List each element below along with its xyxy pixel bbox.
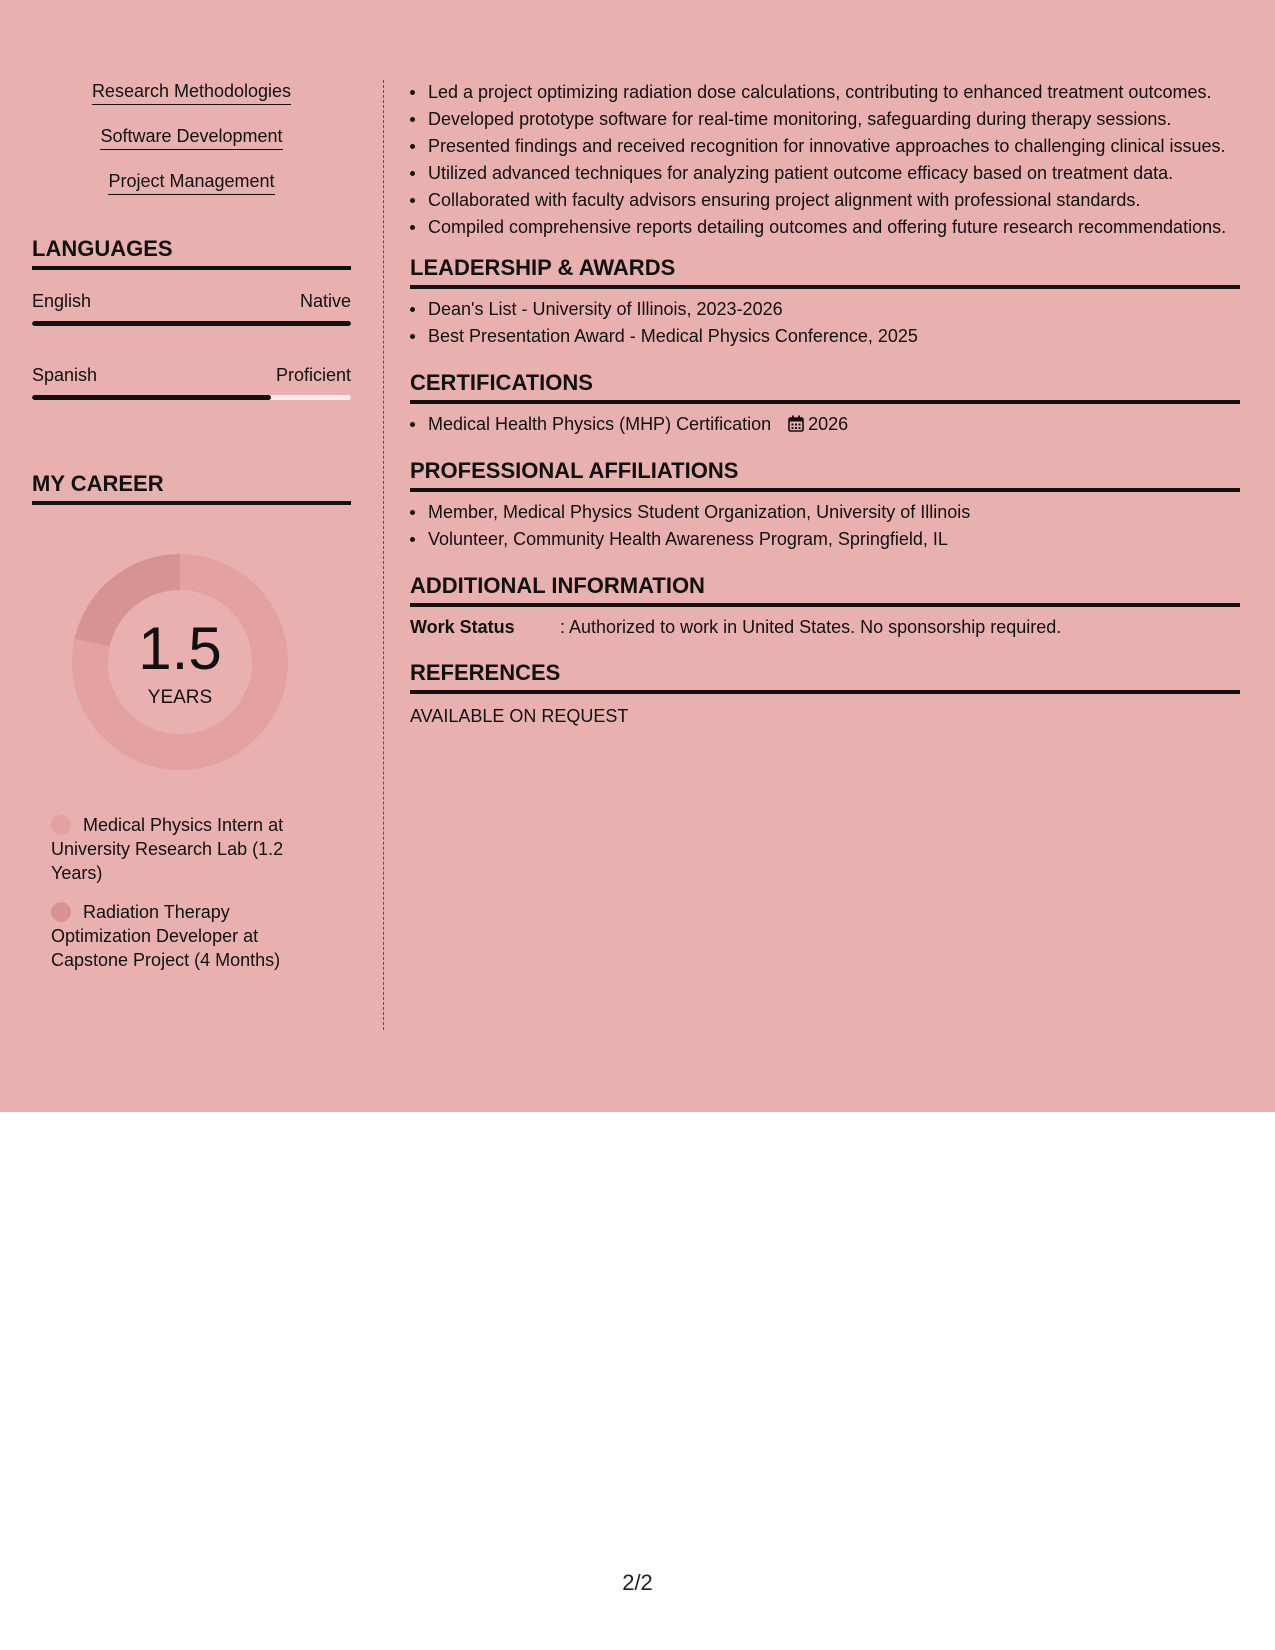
bullet-item: Developed prototype software for real-time monitoring, safeguarding during therapy sessions. xyxy=(410,107,1240,132)
skill-item: Research Methodologies xyxy=(92,80,291,105)
career-legend xyxy=(51,813,311,972)
affiliations-heading: PROFESSIONAL AFFILIATIONS xyxy=(410,457,1240,492)
right-column xyxy=(410,80,1240,728)
affiliations-list xyxy=(410,500,1240,552)
bullet-item: Dean's List - University of Illinois, 2023-2026 xyxy=(410,297,1240,322)
page-number: 2/2 xyxy=(622,1570,653,1595)
work-status-label: Work Status xyxy=(410,617,515,637)
work-status-value: : Authorized to work in United States. No sponsorship required. xyxy=(560,617,1062,637)
bullet-item: Compiled comprehensive reports detailing outcomes and offering future research recommendations. xyxy=(410,215,1240,240)
language-bar xyxy=(32,321,351,326)
language-spanish xyxy=(32,364,351,400)
skills-list xyxy=(32,80,351,195)
language-bar-fill xyxy=(32,321,351,326)
left-column xyxy=(32,80,351,987)
legend-label: Medical Physics Intern at University Research Lab (1.2 Years) xyxy=(51,815,284,883)
language-english xyxy=(32,290,351,326)
leadership-heading: LEADERSHIP & AWARDS xyxy=(410,254,1240,289)
column-divider xyxy=(383,80,384,1030)
legend-label: Radiation Therapy Optimization Developer at Capstone Project (4 Months) xyxy=(51,902,281,970)
leadership-list xyxy=(410,297,1240,349)
legend-dot xyxy=(51,815,71,835)
bullet-item: Member, Medical Physics Student Organization, University of Illinois xyxy=(410,500,1240,525)
language-bar xyxy=(32,395,351,400)
references-heading: REFERENCES xyxy=(410,659,1240,694)
skill-item: Project Management xyxy=(108,170,274,195)
additional-info-heading: ADDITIONAL INFORMATION xyxy=(410,572,1240,607)
certification-item xyxy=(410,412,1240,437)
career-donut-chart xyxy=(65,547,295,777)
languages-heading: LANGUAGES xyxy=(32,235,351,270)
legend-dot xyxy=(51,902,71,922)
bullet-item: Volunteer, Community Health Awareness Program, Springfield, IL xyxy=(410,527,1240,552)
work-status-row xyxy=(410,615,1240,639)
bullet-item: Best Presentation Award - Medical Physics Conference, 2025 xyxy=(410,324,1240,349)
bullet-item: Presented findings and received recognition for innovative approaches to challenging clinical issues. xyxy=(410,134,1240,159)
career-heading: MY CAREER xyxy=(32,470,351,505)
certification-year: 2026 xyxy=(808,414,849,434)
certifications-list xyxy=(410,412,1240,437)
language-level: Native xyxy=(299,291,351,311)
legend-item xyxy=(51,813,311,885)
language-level: Proficient xyxy=(275,365,351,385)
language-name: English xyxy=(32,291,92,311)
bullet-item: Collaborated with faculty advisors ensuring project alignment with professional standards. xyxy=(410,188,1240,213)
project-bullets xyxy=(410,80,1240,240)
calendar-icon xyxy=(788,415,804,432)
skill-item: Software Development xyxy=(100,125,282,150)
certifications-heading: CERTIFICATIONS xyxy=(410,369,1240,404)
bullet-item: Led a project optimizing radiation dose calculations, contributing to enhanced treatment outcomes. xyxy=(410,80,1240,105)
language-name: Spanish xyxy=(32,365,98,385)
certification-name: Medical Health Physics (MHP) Certification xyxy=(428,414,772,434)
legend-item xyxy=(51,900,311,972)
references-text: AVAILABLE ON REQUEST xyxy=(410,706,629,726)
language-bar-fill xyxy=(32,395,271,400)
career-total: 1.5 xyxy=(138,615,222,682)
career-unit: YEARS xyxy=(147,687,213,708)
bullet-item: Utilized advanced techniques for analyzing patient outcome efficacy based on treatment data. xyxy=(410,161,1240,186)
